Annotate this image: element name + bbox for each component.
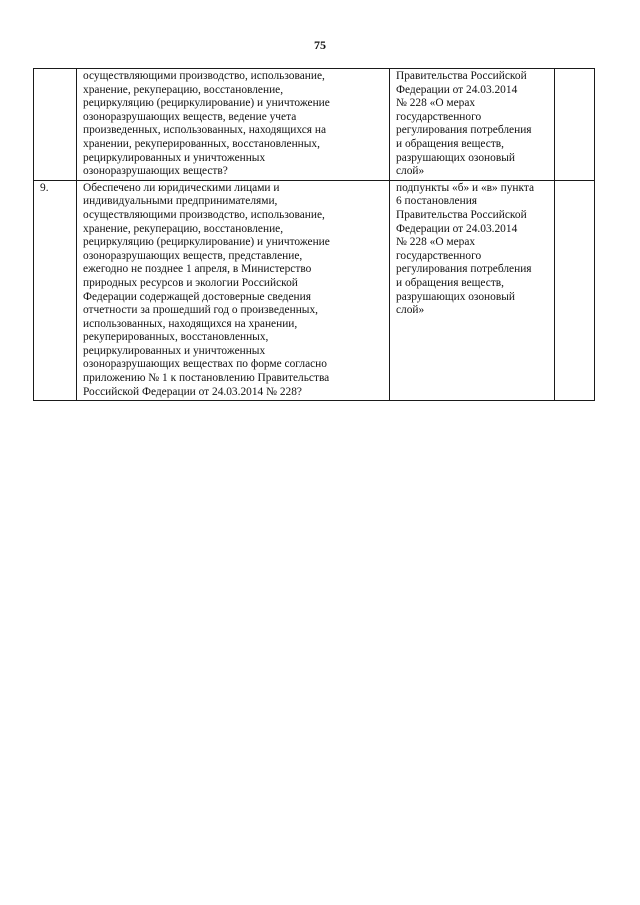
question-cell: Обеспечено ли юридическими лицами и индивидуальными предпринимателями, осуществляющими производство, использование, хранение, рекуперацию, восстановление, рециркуляцию (рециркулирование) и уничтожение озоноразрушающих веществ, представление, ежегодно не позднее 1 апреля, в Министерство природных ресурсов и экологии Российской Федерации содержащей достоверные сведения отчетности за прошедший год о произведенных, использованных, находящихся на хранении, рекуперированных, восстановленных, рециркулированных и уничтоженных озоноразрушающих веществах по форме согласно приложению № 1 к постановлению Правительства Российской Федерации от 24.03.2014 № 228? [77,180,390,401]
checklist-table-body [34,69,595,401]
checklist-table [33,68,595,401]
table-row [34,180,595,401]
question-cell: осуществляющими производство, использование, хранение, рекуперацию, восстановление, рециркуляцию (рециркулирование) и уничтожение озоноразрушающих веществ, ведение учета произведенных, использованных, находящихся на хранении, рекуперированных, восстановленных, рециркулированных и уничтоженных озоноразрушающих веществ? [77,69,390,181]
row-number-cell [34,69,77,181]
answer-mark-cell [555,180,595,401]
row-number-cell: 9. [34,180,77,401]
legal-reference-cell: подпункты «б» и «в» пункта 6 постановления Правительства Российской Федерации от 24.03.2014 № 228 «О мерах государственного регулирования потребления и обращения веществ, разрушающих озоновый слой» [390,180,555,401]
page-number: 75 [314,38,326,52]
legal-reference-cell: Правительства Российской Федерации от 24.03.2014 № 228 «О мерах государственного регулирования потребления и обращения веществ, разрушающих озоновый слой» [390,69,555,181]
table-row [34,69,595,181]
answer-mark-cell [555,69,595,181]
